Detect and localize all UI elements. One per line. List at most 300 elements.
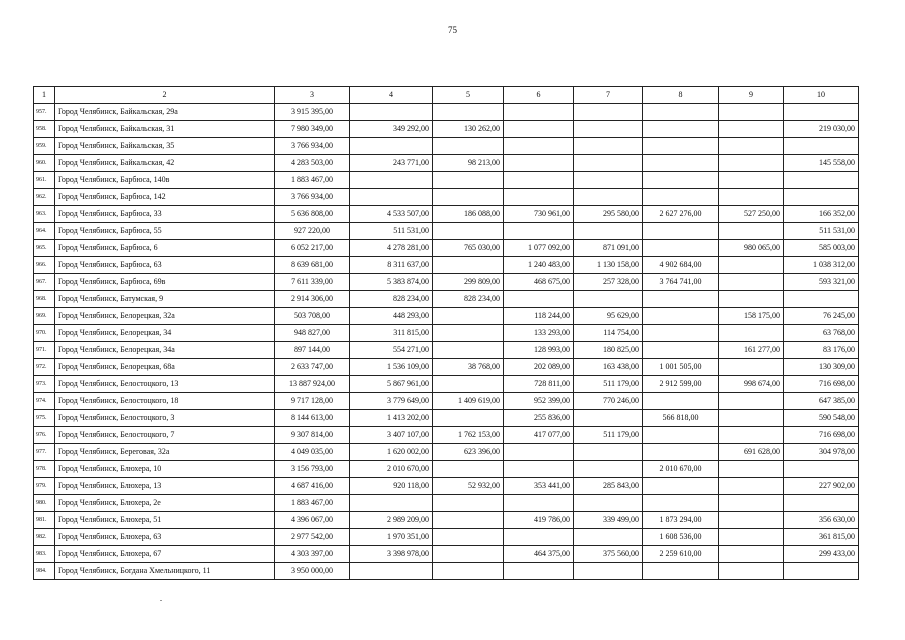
amount-cell: 243 771,00 (350, 155, 433, 172)
amount-cell (433, 376, 504, 393)
amount-cell (719, 546, 784, 563)
table-row (34, 240, 859, 257)
amount-cell (433, 546, 504, 563)
amount-cell: 180 825,00 (574, 342, 643, 359)
table-row (34, 121, 859, 138)
table-row (34, 512, 859, 529)
amount-cell (433, 138, 504, 155)
amount-cell: 511 531,00 (350, 223, 433, 240)
amount-cell: 130 262,00 (433, 121, 504, 138)
table-row (34, 308, 859, 325)
table-row (34, 376, 859, 393)
amount-cell: 1 130 158,00 (574, 257, 643, 274)
row-number-cell: 975. (34, 410, 55, 427)
address-cell: Город Челябинск, Барбюса, 33 (55, 206, 275, 223)
row-number-cell: 974. (34, 393, 55, 410)
amount-cell: 1 536 109,00 (350, 359, 433, 376)
amount-cell: 255 836,00 (504, 410, 574, 427)
amount-cell: 585 003,00 (784, 240, 859, 257)
amount-cell: 118 244,00 (504, 308, 574, 325)
amount-cell (350, 172, 433, 189)
amount-cell (719, 325, 784, 342)
address-cell: Город Челябинск, Белостоцкого, 7 (55, 427, 275, 444)
amount-cell: 511 179,00 (574, 427, 643, 444)
amount-cell (643, 155, 719, 172)
amount-cell (719, 478, 784, 495)
total-cost-cell: 2 977 542,00 (275, 529, 350, 546)
amount-cell (574, 444, 643, 461)
total-cost-cell: 3 766 934,00 (275, 189, 350, 206)
row-number-cell: 964. (34, 223, 55, 240)
amount-cell (643, 342, 719, 359)
amount-cell: 566 818,00 (643, 410, 719, 427)
amount-cell: 3 764 741,00 (643, 274, 719, 291)
amount-cell (574, 291, 643, 308)
amount-cell (643, 427, 719, 444)
row-number-cell: 959. (34, 138, 55, 155)
address-cell: Город Челябинск, Барбюса, 69в (55, 274, 275, 291)
amount-cell (350, 104, 433, 121)
total-cost-cell: 4 049 035,00 (275, 444, 350, 461)
total-cost-cell: 3 950 000,00 (275, 563, 350, 580)
amount-cell: 63 768,00 (784, 325, 859, 342)
amount-cell: 448 293,00 (350, 308, 433, 325)
amount-cell: 2 010 670,00 (643, 461, 719, 478)
amount-cell (504, 495, 574, 512)
total-cost-cell: 9 717 128,00 (275, 393, 350, 410)
amount-cell (719, 512, 784, 529)
address-cell: Город Челябинск, Белостоцкого, 3 (55, 410, 275, 427)
amount-cell: 76 245,00 (784, 308, 859, 325)
table-row (34, 342, 859, 359)
row-number-cell: 970. (34, 325, 55, 342)
amount-cell (784, 138, 859, 155)
row-number-cell: 983. (34, 546, 55, 563)
total-cost-cell: 4 687 416,00 (275, 478, 350, 495)
amount-cell (574, 563, 643, 580)
amount-cell: 186 088,00 (433, 206, 504, 223)
row-number-cell: 972. (34, 359, 55, 376)
amount-cell: 158 175,00 (719, 308, 784, 325)
amount-cell (504, 461, 574, 478)
amount-cell: 353 441,00 (504, 478, 574, 495)
total-cost-cell: 6 052 217,00 (275, 240, 350, 257)
amount-cell: 98 213,00 (433, 155, 504, 172)
row-number-cell: 969. (34, 308, 55, 325)
amount-cell (433, 104, 504, 121)
amount-cell (433, 461, 504, 478)
amount-cell (504, 138, 574, 155)
table-row (34, 138, 859, 155)
address-cell: Город Челябинск, Богдана Хмельницкого, 11 (55, 563, 275, 580)
amount-cell (643, 223, 719, 240)
amount-cell: 871 091,00 (574, 240, 643, 257)
amount-cell: 227 902,00 (784, 478, 859, 495)
amount-cell (504, 155, 574, 172)
total-cost-cell: 13 887 924,00 (275, 376, 350, 393)
table-row (34, 393, 859, 410)
row-number-cell: 965. (34, 240, 55, 257)
amount-cell (719, 291, 784, 308)
amount-cell: 647 385,00 (784, 393, 859, 410)
amount-cell (719, 410, 784, 427)
amount-cell (784, 495, 859, 512)
amount-cell: 468 675,00 (504, 274, 574, 291)
page-number: 75 (448, 25, 457, 35)
amount-cell (719, 393, 784, 410)
row-number-cell: 966. (34, 257, 55, 274)
column-header-1: 1 (34, 87, 55, 104)
amount-cell: 1 038 312,00 (784, 257, 859, 274)
amount-cell: 2 259 610,00 (643, 546, 719, 563)
amount-cell: 295 580,00 (574, 206, 643, 223)
amount-cell: 716 698,00 (784, 427, 859, 444)
amount-cell (643, 138, 719, 155)
row-number-cell: 967. (34, 274, 55, 291)
table-row (34, 359, 859, 376)
amount-cell (643, 172, 719, 189)
table-row (34, 104, 859, 121)
total-cost-cell: 4 303 397,00 (275, 546, 350, 563)
table-row (34, 529, 859, 546)
row-number-cell: 982. (34, 529, 55, 546)
amount-cell: 38 768,00 (433, 359, 504, 376)
amount-cell (433, 172, 504, 189)
amount-cell: 998 674,00 (719, 376, 784, 393)
amount-cell (574, 410, 643, 427)
address-cell: Город Челябинск, Блюхера, 13 (55, 478, 275, 495)
address-cell: Город Челябинск, Береговая, 32а (55, 444, 275, 461)
column-header-5: 5 (433, 87, 504, 104)
amount-cell (504, 444, 574, 461)
row-number-cell: 968. (34, 291, 55, 308)
table-row (34, 172, 859, 189)
table-row (34, 291, 859, 308)
amount-cell: 219 030,00 (784, 121, 859, 138)
total-cost-cell: 7 611 339,00 (275, 274, 350, 291)
row-number-cell: 957. (34, 104, 55, 121)
table-row (34, 155, 859, 172)
amount-cell (433, 223, 504, 240)
address-cell: Город Челябинск, Барбюса, 63 (55, 257, 275, 274)
amount-cell: 349 292,00 (350, 121, 433, 138)
amount-cell (504, 563, 574, 580)
row-number-cell: 979. (34, 478, 55, 495)
amount-cell: 952 399,00 (504, 393, 574, 410)
amount-cell (784, 172, 859, 189)
amount-cell (719, 189, 784, 206)
register-table (33, 86, 859, 580)
amount-cell: 511 179,00 (574, 376, 643, 393)
table-row (34, 274, 859, 291)
amount-cell: 3 398 978,00 (350, 546, 433, 563)
amount-cell (719, 172, 784, 189)
amount-cell (433, 308, 504, 325)
amount-cell (643, 291, 719, 308)
table-row (34, 495, 859, 512)
address-cell: Город Челябинск, Байкальская, 35 (55, 138, 275, 155)
amount-cell: 1 240 483,00 (504, 257, 574, 274)
amount-cell (574, 529, 643, 546)
amount-cell: 464 375,00 (504, 546, 574, 563)
amount-cell (574, 172, 643, 189)
column-header-9: 9 (719, 87, 784, 104)
column-header-3: 3 (275, 87, 350, 104)
amount-cell (719, 104, 784, 121)
amount-cell (504, 291, 574, 308)
amount-cell: 419 786,00 (504, 512, 574, 529)
amount-cell: 83 176,00 (784, 342, 859, 359)
amount-cell: 202 089,00 (504, 359, 574, 376)
amount-cell: 417 077,00 (504, 427, 574, 444)
row-number-cell: 963. (34, 206, 55, 223)
amount-cell: 2 912 599,00 (643, 376, 719, 393)
amount-cell: 304 978,00 (784, 444, 859, 461)
address-cell: Город Челябинск, Барбюса, 55 (55, 223, 275, 240)
total-cost-cell: 897 144,00 (275, 342, 350, 359)
table-header-row (34, 87, 859, 104)
amount-cell: 2 010 670,00 (350, 461, 433, 478)
amount-cell (784, 291, 859, 308)
amount-cell (433, 563, 504, 580)
amount-cell (719, 138, 784, 155)
amount-cell (784, 563, 859, 580)
total-cost-cell: 4 396 067,00 (275, 512, 350, 529)
amount-cell (433, 189, 504, 206)
row-number-cell: 961. (34, 172, 55, 189)
address-cell: Город Челябинск, Блюхера, 51 (55, 512, 275, 529)
address-cell: Город Челябинск, Барбюса, 140в (55, 172, 275, 189)
amount-cell: 4 278 281,00 (350, 240, 433, 257)
amount-cell: 716 698,00 (784, 376, 859, 393)
address-cell: Город Челябинск, Блюхера, 10 (55, 461, 275, 478)
amount-cell (643, 563, 719, 580)
table-row (34, 427, 859, 444)
amount-cell: 4 533 507,00 (350, 206, 433, 223)
amount-cell (784, 189, 859, 206)
amount-cell (643, 444, 719, 461)
amount-cell (784, 104, 859, 121)
table-row (34, 461, 859, 478)
amount-cell: 1 409 619,00 (433, 393, 504, 410)
amount-cell: 2 989 209,00 (350, 512, 433, 529)
amount-cell: 8 311 637,00 (350, 257, 433, 274)
amount-cell: 730 961,00 (504, 206, 574, 223)
amount-cell (719, 563, 784, 580)
amount-cell: 511 531,00 (784, 223, 859, 240)
amount-cell: 299 809,00 (433, 274, 504, 291)
amount-cell (643, 121, 719, 138)
amount-cell: 590 548,00 (784, 410, 859, 427)
amount-cell (574, 138, 643, 155)
row-number-cell: 978. (34, 461, 55, 478)
table-row (34, 563, 859, 580)
amount-cell: 128 993,00 (504, 342, 574, 359)
column-header-10: 10 (784, 87, 859, 104)
column-header-4: 4 (350, 87, 433, 104)
address-cell: Город Челябинск, Белорецкая, 34а (55, 342, 275, 359)
address-cell: Город Челябинск, Барбюса, 6 (55, 240, 275, 257)
address-cell: Город Челябинск, Байкальская, 31 (55, 121, 275, 138)
amount-cell: 52 932,00 (433, 478, 504, 495)
address-cell: Город Челябинск, Белорецкая, 34 (55, 325, 275, 342)
amount-cell (574, 495, 643, 512)
amount-cell: 257 328,00 (574, 274, 643, 291)
amount-cell: 166 352,00 (784, 206, 859, 223)
column-header-8: 8 (643, 87, 719, 104)
table-row (34, 410, 859, 427)
amount-cell: 728 811,00 (504, 376, 574, 393)
amount-cell: 285 843,00 (574, 478, 643, 495)
address-cell: Город Челябинск, Барбюса, 142 (55, 189, 275, 206)
row-number-cell: 976. (34, 427, 55, 444)
total-cost-cell: 1 883 467,00 (275, 495, 350, 512)
amount-cell (784, 461, 859, 478)
amount-cell: 133 293,00 (504, 325, 574, 342)
amount-cell (574, 189, 643, 206)
amount-cell (433, 257, 504, 274)
amount-cell: 3 779 649,00 (350, 393, 433, 410)
total-cost-cell: 3 915 395,00 (275, 104, 350, 121)
amount-cell (433, 342, 504, 359)
total-cost-cell: 5 636 808,00 (275, 206, 350, 223)
address-cell: Город Челябинск, Белостоцкого, 18 (55, 393, 275, 410)
amount-cell (719, 461, 784, 478)
row-number-cell: 971. (34, 342, 55, 359)
stray-mark (160, 600, 162, 601)
amount-cell (350, 563, 433, 580)
table-row (34, 478, 859, 495)
amount-cell: 593 321,00 (784, 274, 859, 291)
amount-cell (433, 512, 504, 529)
amount-cell (504, 189, 574, 206)
amount-cell (574, 223, 643, 240)
total-cost-cell: 948 827,00 (275, 325, 350, 342)
amount-cell: 356 630,00 (784, 512, 859, 529)
amount-cell: 1 620 002,00 (350, 444, 433, 461)
amount-cell (719, 529, 784, 546)
row-number-cell: 960. (34, 155, 55, 172)
amount-cell (504, 104, 574, 121)
amount-cell (350, 495, 433, 512)
amount-cell (504, 223, 574, 240)
amount-cell: 311 815,00 (350, 325, 433, 342)
amount-cell (643, 393, 719, 410)
row-number-cell: 981. (34, 512, 55, 529)
row-number-cell: 977. (34, 444, 55, 461)
amount-cell: 1 608 536,00 (643, 529, 719, 546)
amount-cell (433, 325, 504, 342)
amount-cell: 299 433,00 (784, 546, 859, 563)
total-cost-cell: 2 633 747,00 (275, 359, 350, 376)
total-cost-cell: 7 980 349,00 (275, 121, 350, 138)
amount-cell: 1 762 153,00 (433, 427, 504, 444)
total-cost-cell: 2 914 306,00 (275, 291, 350, 308)
amount-cell: 4 902 684,00 (643, 257, 719, 274)
amount-cell (643, 104, 719, 121)
amount-cell (504, 172, 574, 189)
column-header-7: 7 (574, 87, 643, 104)
address-cell: Город Челябинск, Белорецкая, 32а (55, 308, 275, 325)
amount-cell: 163 438,00 (574, 359, 643, 376)
row-number-cell: 962. (34, 189, 55, 206)
amount-cell (433, 495, 504, 512)
total-cost-cell: 3 766 934,00 (275, 138, 350, 155)
amount-cell (643, 478, 719, 495)
address-cell: Город Челябинск, Блюхера, 67 (55, 546, 275, 563)
address-cell: Город Челябинск, Блюхера, 63 (55, 529, 275, 546)
amount-cell: 130 309,00 (784, 359, 859, 376)
amount-cell: 1 970 351,00 (350, 529, 433, 546)
amount-cell (719, 121, 784, 138)
amount-cell: 1 873 294,00 (643, 512, 719, 529)
row-number-cell: 958. (34, 121, 55, 138)
table-row (34, 325, 859, 342)
amount-cell (433, 410, 504, 427)
amount-cell (574, 121, 643, 138)
amount-cell: 1 413 202,00 (350, 410, 433, 427)
amount-cell (719, 223, 784, 240)
total-cost-cell: 1 883 467,00 (275, 172, 350, 189)
table-row (34, 546, 859, 563)
amount-cell (350, 138, 433, 155)
amount-cell: 527 250,00 (719, 206, 784, 223)
total-cost-cell: 4 283 503,00 (275, 155, 350, 172)
amount-cell (504, 121, 574, 138)
amount-cell (574, 461, 643, 478)
amount-cell: 980 065,00 (719, 240, 784, 257)
column-header-6: 6 (504, 87, 574, 104)
amount-cell (574, 155, 643, 172)
amount-cell (719, 427, 784, 444)
column-header-2: 2 (55, 87, 275, 104)
amount-cell: 114 754,00 (574, 325, 643, 342)
total-cost-cell: 8 144 613,00 (275, 410, 350, 427)
amount-cell: 2 627 276,00 (643, 206, 719, 223)
table-row (34, 206, 859, 223)
amount-cell (719, 155, 784, 172)
total-cost-cell: 9 307 814,00 (275, 427, 350, 444)
amount-cell: 339 499,00 (574, 512, 643, 529)
total-cost-cell: 927 220,00 (275, 223, 350, 240)
address-cell: Город Челябинск, Байкальская, 42 (55, 155, 275, 172)
amount-cell (643, 189, 719, 206)
amount-cell: 161 277,00 (719, 342, 784, 359)
amount-cell (350, 189, 433, 206)
amount-cell: 828 234,00 (433, 291, 504, 308)
amount-cell: 691 628,00 (719, 444, 784, 461)
amount-cell: 95 629,00 (574, 308, 643, 325)
amount-cell: 361 815,00 (784, 529, 859, 546)
amount-cell: 3 407 107,00 (350, 427, 433, 444)
address-cell: Город Челябинск, Блюхера, 2е (55, 495, 275, 512)
amount-cell (719, 257, 784, 274)
amount-cell (719, 274, 784, 291)
amount-cell (719, 495, 784, 512)
amount-cell (574, 104, 643, 121)
total-cost-cell: 8 639 681,00 (275, 257, 350, 274)
amount-cell: 5 383 874,00 (350, 274, 433, 291)
amount-cell: 145 558,00 (784, 155, 859, 172)
table-row (34, 257, 859, 274)
amount-cell: 1 077 092,00 (504, 240, 574, 257)
address-cell: Город Челябинск, Байкальская, 29а (55, 104, 275, 121)
row-number-cell: 984. (34, 563, 55, 580)
amount-cell: 920 118,00 (350, 478, 433, 495)
total-cost-cell: 503 708,00 (275, 308, 350, 325)
row-number-cell: 980. (34, 495, 55, 512)
amount-cell: 770 246,00 (574, 393, 643, 410)
